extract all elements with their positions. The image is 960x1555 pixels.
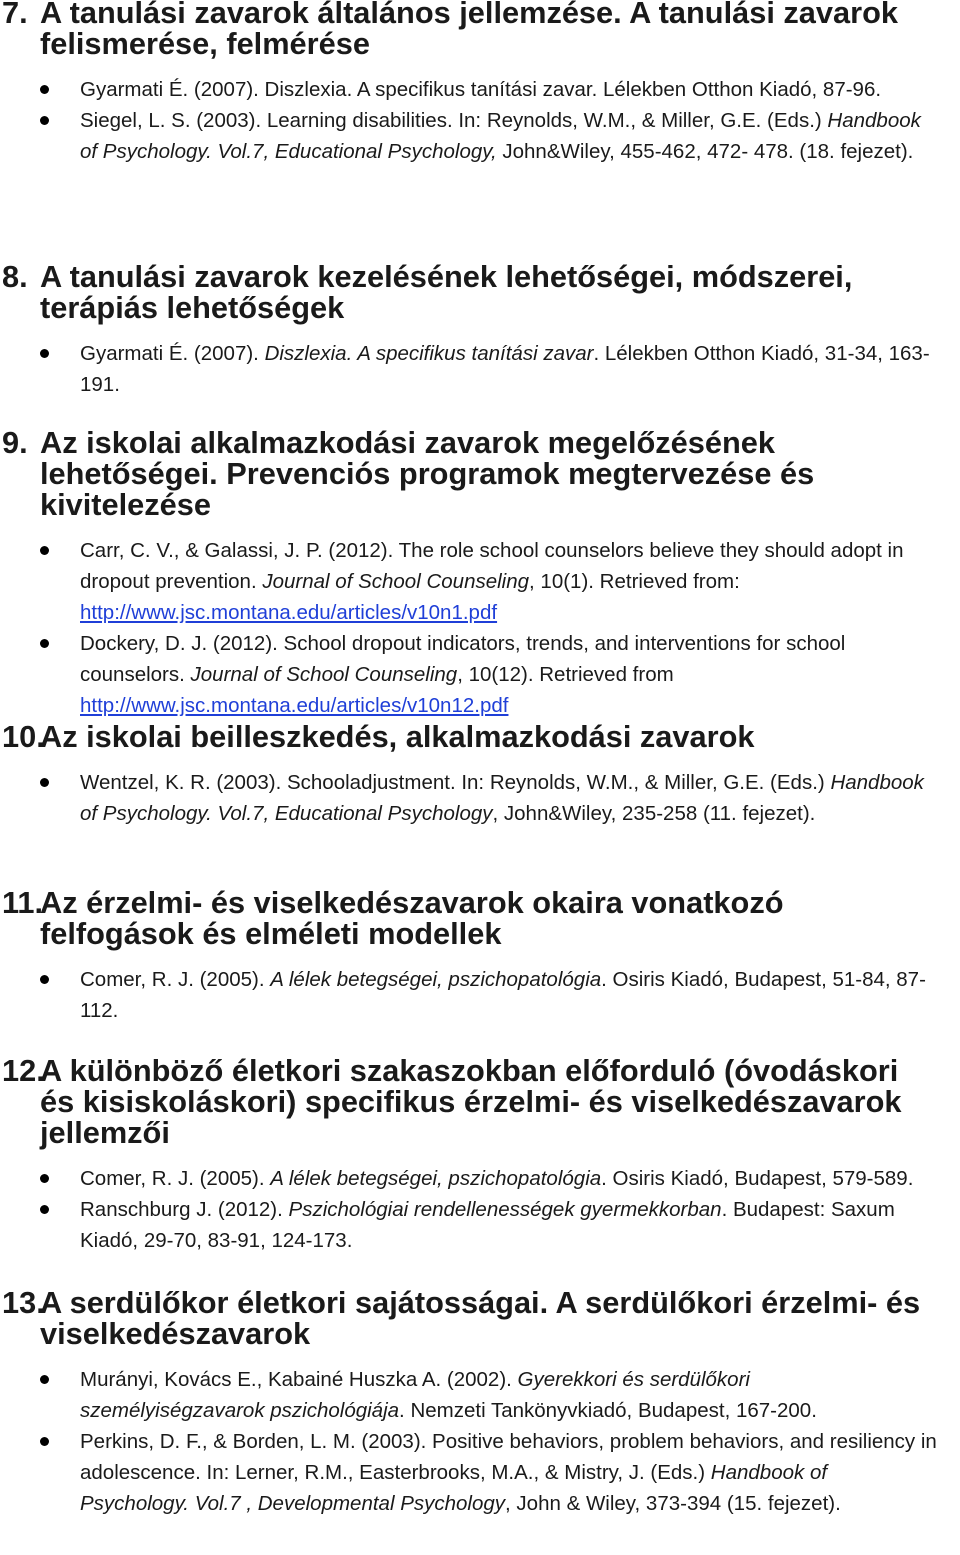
reference-title: Handbook of Psychology. Vol.7, Educational Psychology, xyxy=(80,109,921,163)
section-heading xyxy=(0,887,940,949)
reference-list xyxy=(0,535,940,721)
reference-list xyxy=(0,767,940,829)
article-link[interactable]: http://www.jsc.montana.edu/articles/v10n1.pdf xyxy=(80,601,498,624)
bullet-icon xyxy=(40,639,49,648)
bullet-icon xyxy=(40,116,49,125)
section-9 xyxy=(0,427,940,721)
section-title: Az érzelmi- és viselkedészavarok okaira vonatkozó felfogások és elméleti modellek xyxy=(40,885,784,951)
section-heading xyxy=(0,1055,940,1148)
reference-title: Gyerekkori és serdülőkori személyiségzavarok pszichológiája xyxy=(80,1368,750,1422)
section-heading xyxy=(0,721,940,752)
bullet-icon xyxy=(40,1375,49,1384)
bullet-icon xyxy=(40,349,49,358)
section-number: 9. xyxy=(2,425,28,460)
section-title: Az iskolai beilleszkedés, alkalmazkodási zavarok xyxy=(40,719,755,754)
bullet-icon xyxy=(40,1205,49,1214)
section-title: A serdülőkor életkori sajátosságai. A serdülőkori érzelmi- és viselkedészavarok xyxy=(40,1285,921,1351)
reference-list xyxy=(0,1163,940,1256)
reference-item: Gyarmati É. (2007). Diszlexia. A specifikus tanítási zavar. Lélekben Otthon Kiadó, 31-34, 163-191. xyxy=(0,338,940,400)
section-11 xyxy=(0,887,940,1026)
reference-title: A lélek betegségei, pszichopatológia xyxy=(270,1167,602,1190)
section-title: A különböző életkori szakaszokban előforduló (óvodáskori és kisiskoláskori) specifikus érzelmi- és viselkedészavarok jellemzői xyxy=(40,1053,902,1150)
reference-item: Comer, R. J. (2005). A lélek betegségei, pszichopatológia. Osiris Kiadó, Budapest, 51-84, 87-112. xyxy=(0,964,940,1026)
reference-list xyxy=(0,964,940,1026)
reference-item: Ranschburg J. (2012). Pszichológiai rendellenességek gyermekkorban. Budapest: Saxum Kiadó, 29-70, 83-91, 124-173. xyxy=(0,1194,940,1256)
reference-title: Pszichológiai rendellenességek gyermekkorban xyxy=(288,1198,722,1221)
section-number: 10. xyxy=(2,719,45,754)
section-title: A tanulási zavarok kezelésének lehetőségei, módszerei, terápiás lehetőségek xyxy=(40,259,853,325)
section-12 xyxy=(0,1055,940,1256)
section-title: Az iskolai alkalmazkodási zavarok megelőzésének lehetőségei. Prevenciós programok megtervezése és kivitelezése xyxy=(40,425,815,522)
section-number: 13. xyxy=(2,1285,45,1320)
reference-title: Journal of School Counseling xyxy=(190,663,458,686)
reference-title: Journal of School Counseling xyxy=(262,570,530,593)
section-heading xyxy=(0,1287,940,1349)
reference-item: Wentzel, K. R. (2003). Schooladjustment. In: Reynolds, W.M., & Miller, G.E. (Eds.) Handbook of Psychology. Vol.7, Educational Psychology, John&Wiley, 235-258 (11. fejezet). xyxy=(0,767,940,829)
bullet-icon xyxy=(40,778,49,787)
bullet-icon xyxy=(40,975,49,984)
reference-list xyxy=(0,1364,940,1519)
reference-title: A lélek betegségei, pszichopatológia xyxy=(270,968,602,991)
section-10 xyxy=(0,721,940,829)
section-number: 7. xyxy=(2,0,28,30)
section-heading xyxy=(0,0,940,59)
section-number: 11. xyxy=(2,885,44,920)
section-heading xyxy=(0,261,940,323)
article-link[interactable]: http://www.jsc.montana.edu/articles/v10n12.pdf xyxy=(80,694,509,717)
section-number: 8. xyxy=(2,259,28,294)
bullet-icon xyxy=(40,85,49,94)
reference-item: Murányi, Kovács E., Kabainé Huszka A. (2002). Gyerekkori és serdülőkori személyiségzavarok pszichológiája. Nemzeti Tankönyvkiadó, Budapest, 167-200. xyxy=(0,1364,940,1426)
reference-list xyxy=(0,74,940,167)
reference-item: Dockery, D. J. (2012). School dropout indicators, trends, and interventions for school counselors. Journal of School Counseling, 10(12). Retrieved from http://www.jsc.montana.edu/articles/v10n12.pdf xyxy=(0,628,940,721)
section-8 xyxy=(0,261,940,400)
reference-item: Carr, C. V., & Galassi, J. P. (2012). The role school counselors believe they should adopt in dropout prevention. Journal of School Counseling, 10(1). Retrieved from: http://www.jsc.montana.edu/articles/v10n1.pdf xyxy=(0,535,940,628)
section-number: 12. xyxy=(2,1053,45,1088)
reference-item: Comer, R. J. (2005). A lélek betegségei, pszichopatológia. Osiris Kiadó, Budapest, 579-589. xyxy=(0,1163,940,1194)
section-13 xyxy=(0,1287,940,1519)
reference-title: Diszlexia. A specifikus tanítási zavar xyxy=(264,342,594,365)
reference-title: Handbook of Psychology. Vol.7 , Developmental Psychology xyxy=(80,1461,828,1515)
bullet-icon xyxy=(40,1174,49,1183)
reference-list xyxy=(0,338,940,400)
reference-item: Gyarmati É. (2007). Diszlexia. A specifikus tanítási zavar. Lélekben Otthon Kiadó, 87-96. xyxy=(0,74,940,105)
section-heading xyxy=(0,427,940,520)
section-7 xyxy=(0,0,940,167)
bullet-icon xyxy=(40,546,49,555)
reference-item: Siegel, L. S. (2003). Learning disabilities. In: Reynolds, W.M., & Miller, G.E. (Eds.) Handbook of Psychology. Vol.7, Educational Psychology, John&Wiley, 455-462, 472- 478. (18. fejezet). xyxy=(0,105,940,167)
section-title: A tanulási zavarok általános jellemzése. A tanulási zavarok felismerése, felmérése xyxy=(40,0,898,61)
reference-title: Handbook of Psychology. Vol.7, Educational Psychology xyxy=(80,771,924,825)
reference-item: Perkins, D. F., & Borden, L. M. (2003). Positive behaviors, problem behaviors, and resiliency in adolescence. In: Lerner, R.M., Easterbrooks, M.A., & Mistry, J. (Eds.) Handbook of Psychology. Vol.7 , Developmental Psychology, John & Wiley, 373-394 (15. fejezet). xyxy=(0,1426,940,1519)
bullet-icon xyxy=(40,1437,49,1446)
